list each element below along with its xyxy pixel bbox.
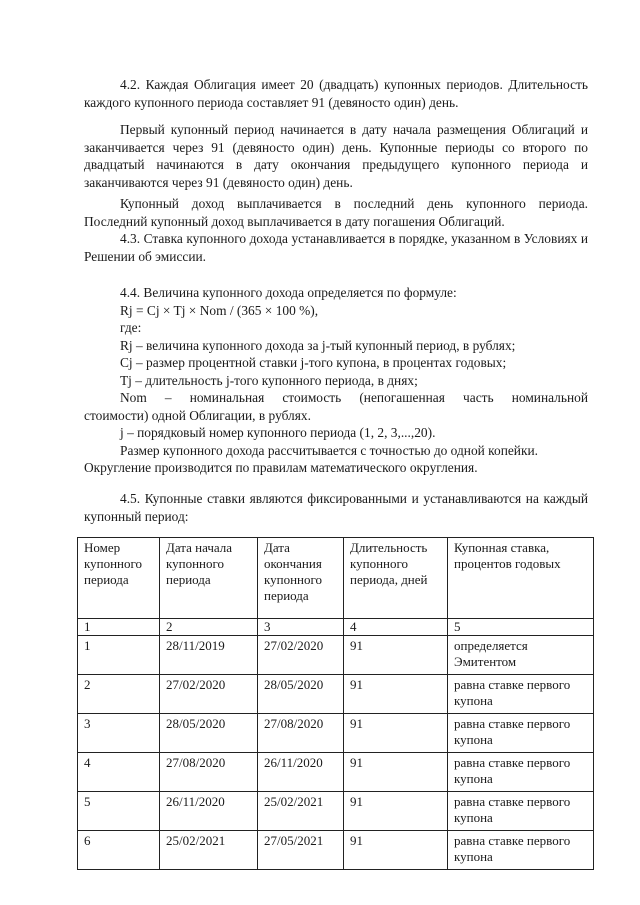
table-row	[78, 714, 594, 753]
table-cell: равна ставке первого купона	[448, 714, 594, 753]
column-number-cell: 1	[78, 619, 160, 636]
rounding-line2: Округление производится по правилам математического округления.	[84, 460, 478, 475]
paragraph-4-5: 4.5. Купонные ставки являются фиксированными и устанавливаются на каждый купонный период:	[84, 491, 588, 524]
formula-where: где:	[120, 320, 142, 335]
table-row	[78, 831, 594, 870]
formula-intro: 4.4. Величина купонного дохода определяется по формуле:	[120, 285, 457, 300]
legend-rj: Rj – величина купонного дохода за j-тый купонный период, в рублях;	[120, 337, 516, 353]
legend-nom-line2: стоимости) одной Облигации, в рублях.	[84, 407, 311, 423]
table-cell: 27/05/2021	[258, 831, 344, 870]
table-cell: равна ставке первого купона	[448, 675, 594, 714]
table-cell: 26/11/2020	[160, 792, 258, 831]
paragraph-first-period: Первый купонный период начинается в дату начала размещения Облигаций и заканчивается через 91 (девяносто один) день. Купонные периоды со второго по двадцатый начинаются в дату окончания предыдущего купонного периода и заканчиваются через 91 (девяносто один) день.	[84, 122, 588, 190]
table-row	[78, 636, 594, 675]
table-cell: 4	[78, 753, 160, 792]
header-cell: Купонная ставка, процентов годовых	[448, 538, 594, 619]
table-cell: 3	[78, 714, 160, 753]
table-row	[78, 792, 594, 831]
table-cell: 91	[344, 636, 448, 675]
header-cell: Дата начала купонного периода	[160, 538, 258, 619]
table-cell: 27/02/2020	[160, 675, 258, 714]
table-cell: 27/08/2020	[160, 753, 258, 792]
table-cell: 91	[344, 714, 448, 753]
column-number-cell: 2	[160, 619, 258, 636]
table-cell: 91	[344, 831, 448, 870]
table-cell: 27/08/2020	[258, 714, 344, 753]
table-cell: 2	[78, 675, 160, 714]
section-4-5	[84, 490, 588, 525]
legend-j: j – порядковый номер купонного периода (1, 2, 3,...,20).	[120, 425, 436, 440]
table-cell: 28/11/2019	[160, 636, 258, 675]
table-column-number-row	[78, 619, 594, 636]
column-number-cell: 4	[344, 619, 448, 636]
rounding-line1: Размер купонного дохода рассчитывается с точностью до одной копейки.	[120, 442, 538, 458]
table-header-row	[78, 538, 594, 619]
table-cell: 91	[344, 675, 448, 714]
column-number-cell: 5	[448, 619, 594, 636]
table-row	[78, 753, 594, 792]
header-cell: Дата окончания купонного периода	[258, 538, 344, 619]
table-cell: 91	[344, 792, 448, 831]
table-cell: 5	[78, 792, 160, 831]
paragraph-4-2: 4.2. Каждая Облигация имеет 20 (двадцать) купонных периодов. Длительность каждого купонного периода составляет 91 (девяносто один) день.	[84, 77, 588, 110]
body-text	[84, 76, 588, 265]
paragraph-4-3: 4.3. Ставка купонного дохода устанавливается в порядке, указанном в Условиях и Решении об эмиссии.	[84, 231, 588, 264]
table-cell: равна ставке первого купона	[448, 753, 594, 792]
table-cell: 91	[344, 753, 448, 792]
table-cell: 25/02/2021	[160, 831, 258, 870]
table-cell: равна ставке первого купона	[448, 831, 594, 870]
table-cell: 6	[78, 831, 160, 870]
table-cell: 1	[78, 636, 160, 675]
table-row	[78, 675, 594, 714]
header-cell: Номер купонного периода	[78, 538, 160, 619]
legend-nom-line1: Nom – номинальная стоимость (непогашенная часть номинальной	[120, 390, 588, 405]
table-cell: 27/02/2020	[258, 636, 344, 675]
legend-cj: Cj – размер процентной ставки j-того купона, в процентах годовых;	[120, 355, 507, 370]
header-cell: Длительность купонного периода, дней	[344, 538, 448, 619]
table-cell: определяется Эмитентом	[448, 636, 594, 675]
formula-expression: Rj = Cj × Tj × Nom / (365 × 100 %),	[120, 302, 319, 318]
table-cell: 25/02/2021	[258, 792, 344, 831]
table-cell: 26/11/2020	[258, 753, 344, 792]
table-cell: равна ставке первого купона	[448, 792, 594, 831]
table-cell: 28/05/2020	[258, 675, 344, 714]
coupon-table	[77, 537, 594, 870]
paragraph-payment: Купонный доход выплачивается в последний день купонного периода. Последний купонный доход выплачивается в дату погашения Облигаций.	[84, 196, 588, 229]
column-number-cell: 3	[258, 619, 344, 636]
table-cell: 28/05/2020	[160, 714, 258, 753]
formula-section	[84, 284, 588, 477]
legend-tj: Tj – длительность j-того купонного периода, в днях;	[120, 372, 418, 388]
